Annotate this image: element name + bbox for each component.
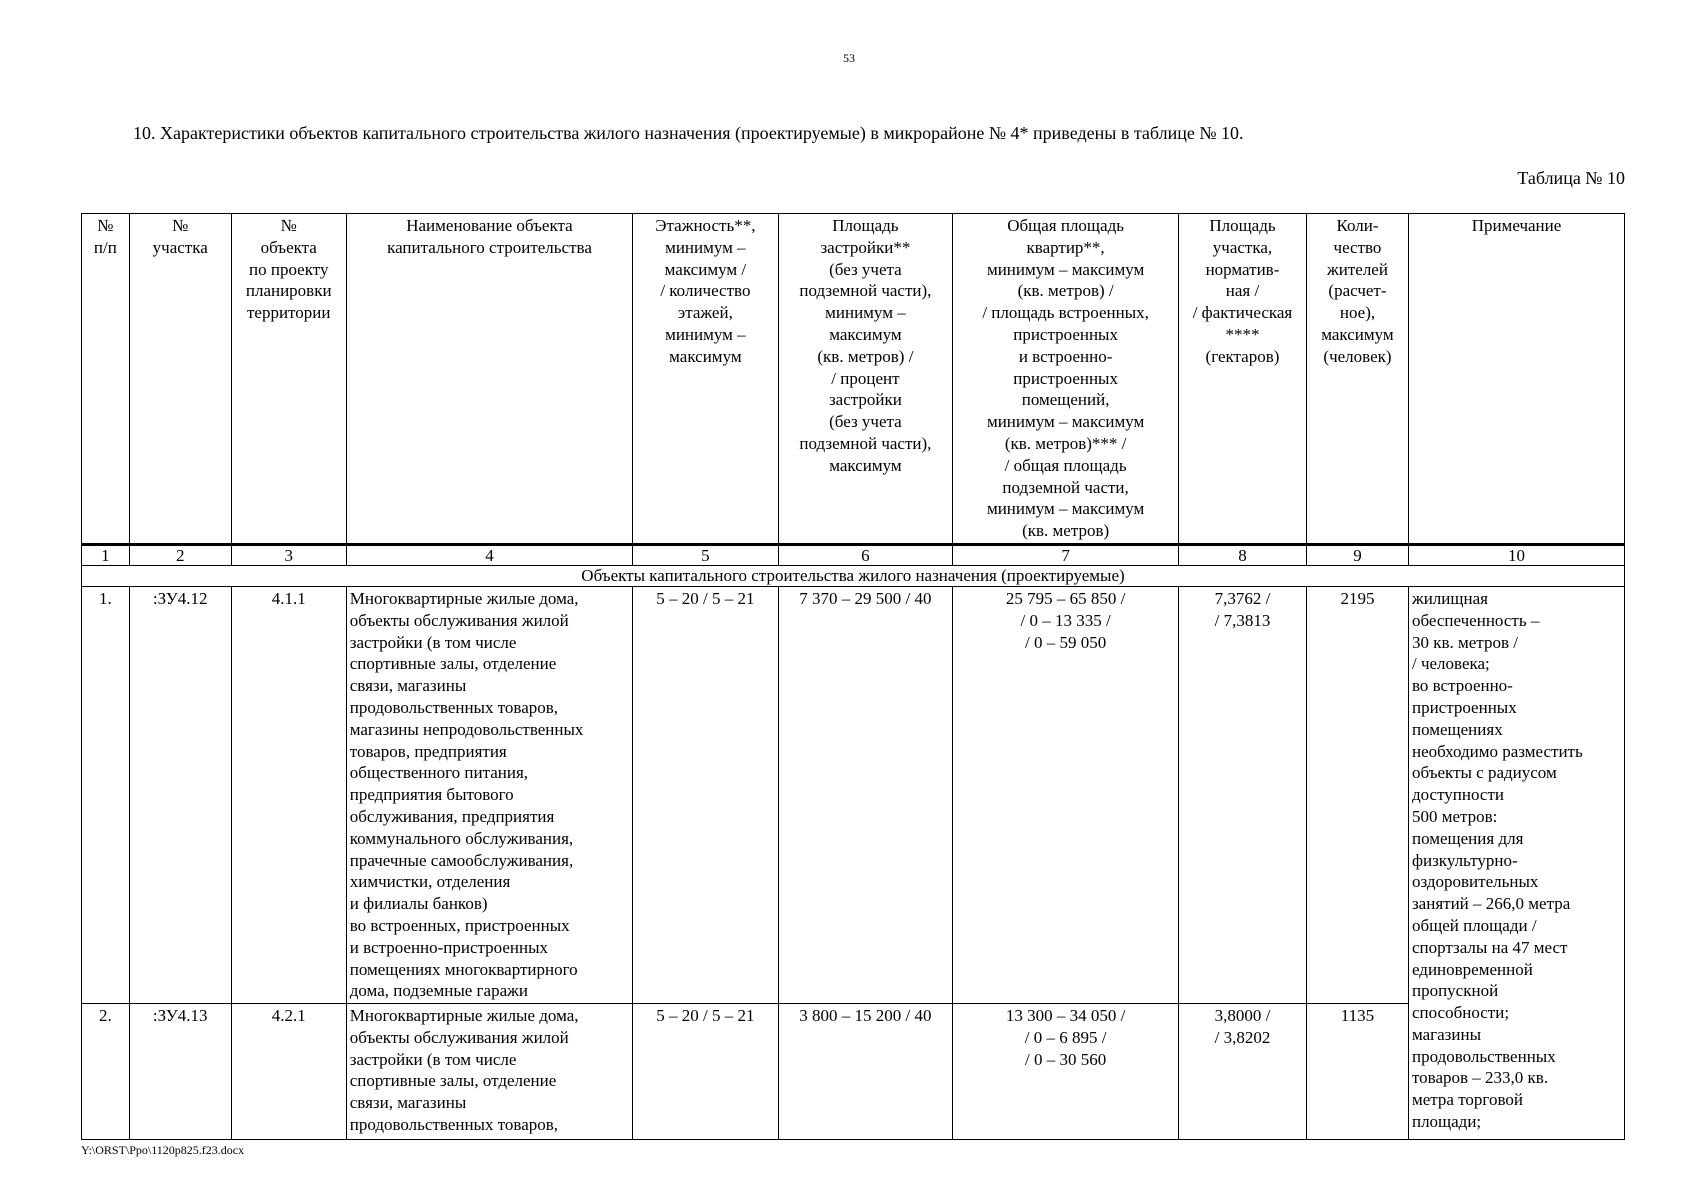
page-number: 53	[843, 51, 855, 65]
section-title: Объекты капитального строительства жилого назначения (проектируемые)	[82, 565, 1625, 586]
column-number: 9	[1306, 544, 1408, 565]
column-number: 7	[953, 544, 1179, 565]
residents-count: 2195	[1306, 586, 1408, 1003]
header-cell: Коли- чество жителей (расчет- ное), максимум (человек)	[1306, 214, 1408, 545]
section-title-row	[82, 565, 1625, 586]
column-number: 10	[1408, 544, 1624, 565]
header-cell: Площадь участка, норматив- ная / / фактическая **** (гектаров)	[1178, 214, 1306, 545]
column-number: 8	[1178, 544, 1306, 565]
row-number: 1.	[82, 586, 130, 1003]
header-cell: Этажность**, минимум – максимум / / количество этажей, минимум – максимум	[633, 214, 778, 545]
object-name: Многоквартирные жилые дома, объекты обслуживания жилой застройки (в том числе спортивные залы, отделение связи, магазины продовольственных товаров, магазины непродовольственных товаров, предприятия общественного питания, предприятия бытового обслуживания, предприятия коммунального обслуживания, прачечные самообслуживания, химчистки, отделения и филиалы банков) во встроенных, пристроенных и встроенно-пристроенных помещениях многоквартирного дома, подземные гаражи	[346, 586, 632, 1003]
floors: 5 – 20 / 5 – 21	[633, 1004, 778, 1140]
header-cell: Примечание	[1408, 214, 1624, 545]
plot-number: :ЗУ4.12	[129, 586, 231, 1003]
column-number: 4	[346, 544, 632, 565]
column-number: 5	[633, 544, 778, 565]
plot-area: 7,3762 / / 7,3813	[1178, 586, 1306, 1003]
floors: 5 – 20 / 5 – 21	[633, 586, 778, 1003]
apartment-area: 13 300 – 34 050 / / 0 – 6 895 / / 0 – 30 560	[953, 1004, 1179, 1140]
object-name: Многоквартирные жилые дома, объекты обслуживания жилой застройки (в том числе спортивные залы, отделение связи, магазины продовольственных товаров,	[346, 1004, 632, 1140]
plot-number: :ЗУ4.13	[129, 1004, 231, 1140]
header-cell: Наименование объекта капитального строительства	[346, 214, 632, 545]
characteristics-table	[81, 213, 1625, 1140]
header-cell: № объекта по проекту планировки территории	[231, 214, 346, 545]
footprint-area: 7 370 – 29 500 / 40	[778, 586, 953, 1003]
table-header-row	[82, 214, 1625, 545]
footer-file-path: Y:\ORST\Ppo\1120p825.f23.docx	[81, 1143, 245, 1157]
table-caption: Таблица № 10	[1517, 168, 1625, 188]
header-cell: Площадь застройки** (без учета подземной части), минимум – максимум (кв. метров) / / процент застройки (без учета подземной части), максимум	[778, 214, 953, 545]
header-cell: № участка	[129, 214, 231, 545]
column-number: 6	[778, 544, 953, 565]
note-cell: жилищная обеспеченность – 30 кв. метров / / человека; во встроенно- пристроенных помещениях необходимо разместить объекты с радиусом доступности 500 метров: помещения для физкультурно- оздоровительных занятий – 266,0 метра общей площади / спортзалы на 47 мест единовременной пропускной способности; магазины продовольственных товаров – 233,0 кв. метра торговой площади;	[1408, 586, 1624, 1139]
column-number-row	[82, 544, 1625, 565]
column-number: 2	[129, 544, 231, 565]
row-number: 2.	[82, 1004, 130, 1140]
footprint-area: 3 800 – 15 200 / 40	[778, 1004, 953, 1140]
table-row	[82, 1004, 1625, 1140]
object-number: 4.2.1	[231, 1004, 346, 1140]
object-number: 4.1.1	[231, 586, 346, 1003]
header-cell: № п/п	[82, 214, 130, 545]
apartment-area: 25 795 – 65 850 / / 0 – 13 335 / / 0 – 59 050	[953, 586, 1179, 1003]
column-number: 3	[231, 544, 346, 565]
header-cell: Общая площадь квартир**, минимум – максимум (кв. метров) / / площадь встроенных, пристроенных и встроенно- пристроенных помещений, минимум – максимум (кв. метров)*** / / общая площадь подземной части, минимум – максимум (кв. метров)	[953, 214, 1179, 545]
intro-paragraph: 10. Характеристики объектов капитального строительства жилого назначения (проектируемые) в микрорайоне № 4* приведены в таблице № 10.	[133, 123, 1244, 143]
column-number: 1	[82, 544, 130, 565]
plot-area: 3,8000 / / 3,8202	[1178, 1004, 1306, 1140]
table-row	[82, 586, 1625, 1003]
residents-count: 1135	[1306, 1004, 1408, 1140]
